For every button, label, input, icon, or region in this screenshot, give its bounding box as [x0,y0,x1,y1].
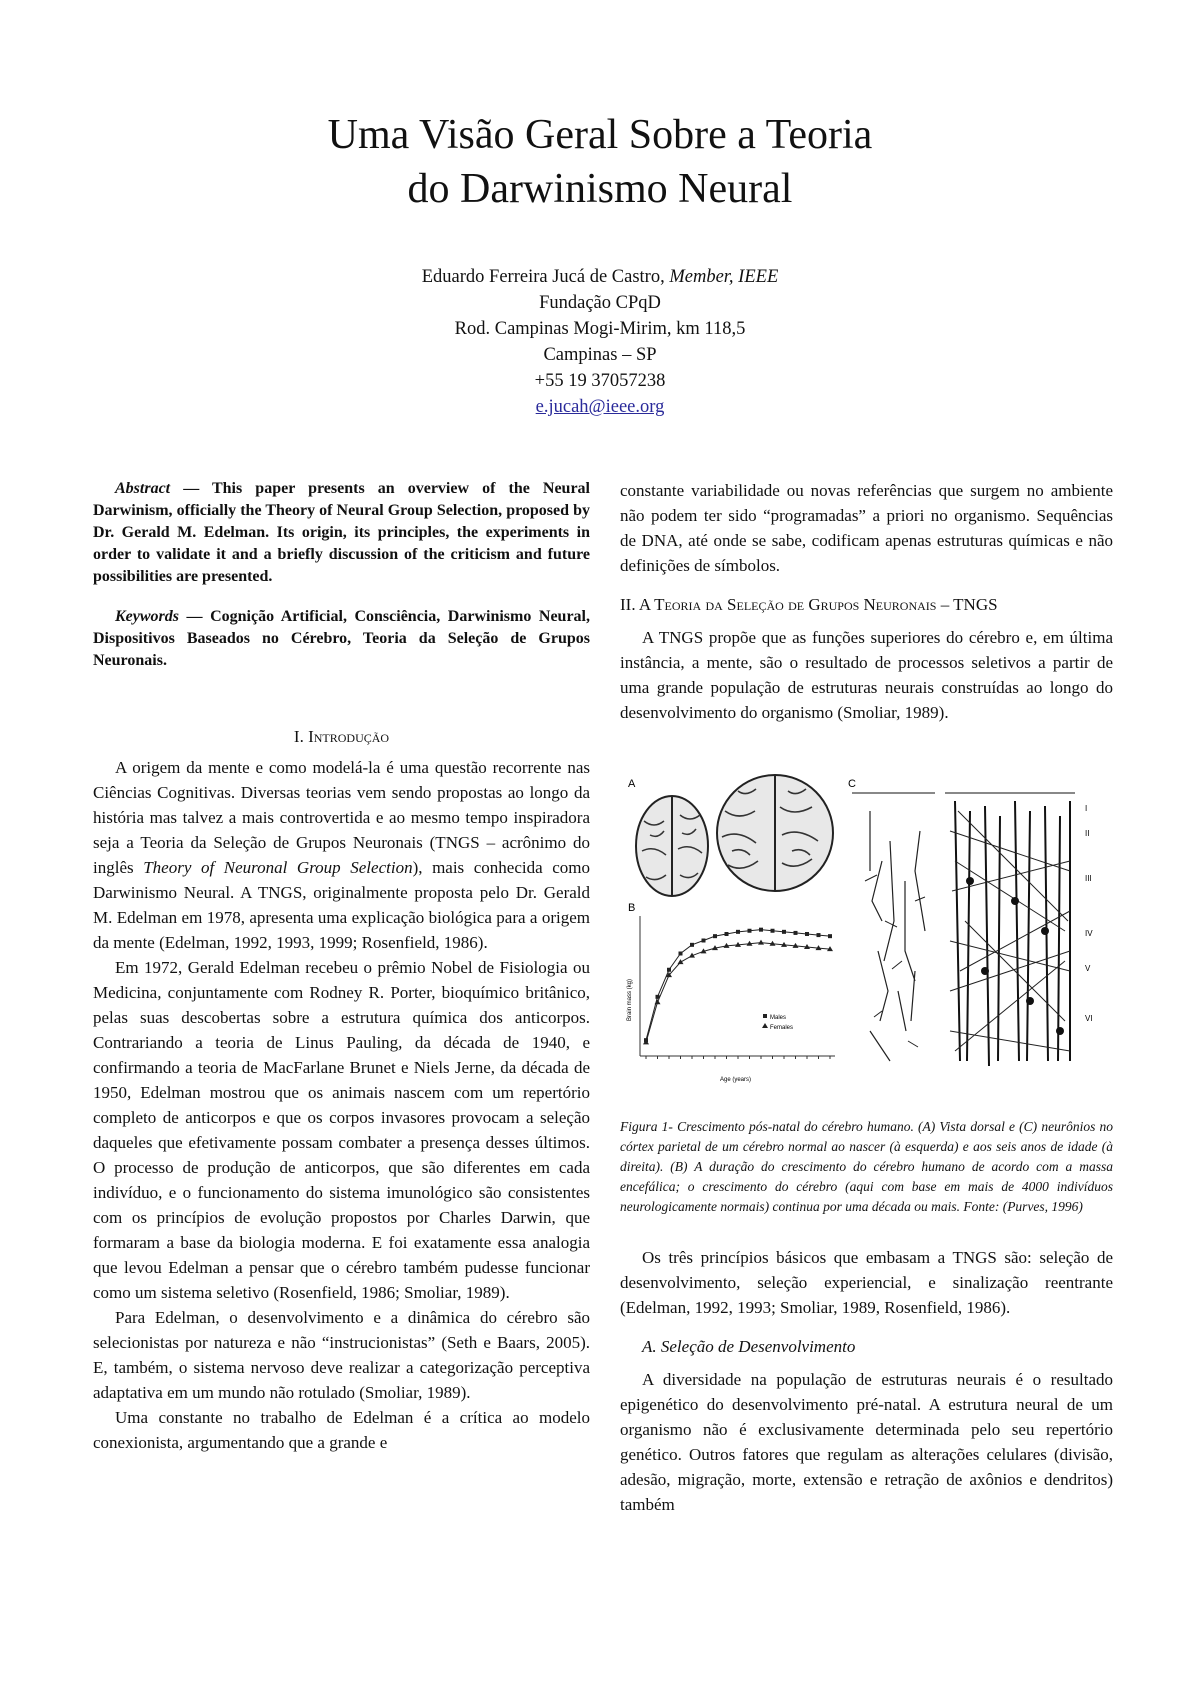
data-point-males [817,933,821,937]
section-2-paragraph-2: Os três princípios básicos que embasam a TNGS são: seleção de desenvolvimento, seleção experiencial, e sinalização reentrante (Edelman, 1992, 1993; Smoliar, 1989, Rosenfield, 1986). [620,1248,1113,1317]
chart-y-label: Brain mass (kg) [627,978,633,1021]
section-2-heading: II. A Teoria da Seleção de Grupos Neuronais – TNGS [620,595,998,614]
data-point-females [678,959,684,964]
data-point-males [771,929,775,933]
subsection-a-heading: A. Seleção de Desenvolvimento [642,1337,856,1356]
section-1-paragraph-2: Em 1972, Gerald Edelman recebeu o prêmio Nobel de Fisiologia ou Medicina, conjuntamente com Rodney R. Porter, bioquímico britânico, pelas suas descobertas sobre a estrutura química dos anticorpos. Contrariando a teoria de Linus Pauling, da década de 1940, e confirmando a teoria de MacFarlane Brunet e Niels Jerne, da década de 1950, Edelman mostrou que os animais nascem com um repertório completo de anticorpos e que os corpos invasores provocam a seleção daqueles que efetivamente possam combater a presença desses últimos. O processo de produção de anticorpos, que são diferentes em cada indivíduo, e o funcionamento do sistema imunológico são consistentes com os princípios de evolução propostos por Charles Darwin, que formaram a base da biologia moderna. E foi exatamente essa analogia que levou Edelman a pensar que o cérebro também pudesse funcionar como um sistema seletivo (Rosenfield, 1986; Smoliar, 1989). [93,958,590,1302]
figure-1 [620,771,1113,1109]
data-point-females [758,940,764,945]
legend-females: Females [770,1025,794,1031]
author-name: Eduardo Ferreira Jucá de Castro, [421,267,665,287]
keywords-text: — Cognição Artificial, Consciência, Darwinismo Neural, Dispositivos Baseados no Cérebro, Teoria da Seleção de Grupos Neuronais. [93,608,590,669]
data-point-females [643,1039,649,1044]
title-line-2: do Darwinismo Neural [407,166,793,212]
author-role: Member, IEEE [669,267,779,287]
data-point-males [736,930,740,934]
data-point-males [805,932,809,936]
p1-part-b: ), mais conhecida como Darwinismo Neural. A TNGS, originalmente proposta pelo Dr. Gerald M. Edelman em 1978, apresenta uma explicação biológica para a origem da mente (Edelman, 1992, 1993, 1999; Rosenfield, 1986). [93,858,591,952]
panel-b-label: B [628,902,636,914]
author-email-link[interactable]: e.jucah@ieee.org [535,397,665,417]
brain-six-years-image [717,775,833,891]
legend-males: Males [770,1015,787,1021]
keywords [93,606,590,672]
abstract-text: — This paper presents an overview of the Neural Darwinism, officially the Theory of Neural Group Selection, proposed by Dr. Gerald M. Edelman. Its origin, its principles, the experiments in order to validate it and a briefly discussion of the criticism and future possibilities are presented. [93,480,591,585]
author-phone: +55 19 37057238 [534,371,666,391]
p1-part-a: A origem da mente e como modelá-la é uma questão recorrente nas Ciências Cognitivas. Diversas teorias vem sendo propostas ao longo da história mas talvez a mais controvertida e ao mesmo tempo inspiradora seja a Teoria da Seleção de Grupos Neuronais (TNGS – acrônimo do inglês [93,758,590,877]
chart-x-label: Age (years) [720,1077,752,1083]
data-point-males [828,934,832,938]
panel-a-label: A [628,778,636,790]
neurons-newborn-image [852,793,935,1061]
section-1-heading: I. Introdução [293,727,390,746]
data-point-males [794,931,798,935]
title-line-1: Uma Visão Geral Sobre a Teoria [327,112,873,158]
figure-1-graphic [620,771,1113,1109]
data-point-males [748,929,752,933]
layer-label-2: II [1085,829,1090,838]
data-point-males [759,928,763,932]
abstract [93,478,590,588]
keywords-label: Keywords [115,608,179,625]
panel-c-label: C [848,778,856,790]
abstract-label: Abstract [115,480,171,497]
paper-title [0,108,1200,216]
data-point-males [679,952,683,956]
layer-label-4: IV [1085,929,1093,938]
author-city: Campinas – SP [543,345,657,365]
p1-italic-term: Theory of Neuronal Group Selection [143,858,413,877]
neurons-six-years-image [945,793,1075,1066]
section-1-paragraph-1 [93,755,590,955]
legend-marker-males [763,1014,767,1018]
section-2-paragraph-1: A TNGS propõe que as funções superiores do cérebro e, em última instância, a mente, são o resultado de processos seletivos a partir de uma grande população de estruturas neurais construídas ao longo do desenvolvimento do organismo (Smoliar, 1989). [620,628,1113,722]
layer-label-3: III [1085,874,1092,883]
data-point-males [667,968,671,972]
section-1-paragraph-3: Para Edelman, o desenvolvimento e a dinâmica do cérebro são selecionistas por natureza e não “instrucionistas” (Seth e Baars, 2005). E, também, o sistema nervoso deve realizar a categorização perceptiva adaptativa em um mundo não rotulado (Smoliar, 1989). [93,1308,590,1402]
author-line [0,264,1200,290]
layer-label-6: VI [1085,1014,1093,1023]
right-column [620,478,1113,1517]
data-point-males [702,939,706,943]
legend-marker-females [762,1023,768,1028]
growth-chart [627,916,835,1083]
layer-label-5: V [1085,964,1091,973]
figure-1-caption: Figura 1- Crescimento pós-natal do cérebro humano. (A) Vista dorsal e (C) neurônios no córtex parietal de um cérebro normal ao nascer (à esquerda) e aos seis anos de idade (à direita). (B) A duração do crescimento do cérebro humano de acordo com a massa encefálica; o crescimento do cérebro (aqui com base em mais de 4000 indivíduos neurologicamente normais) continua por uma década ou mais. Fonte: (Purves, 1996) [620,1119,1113,1214]
layer-label-1: I [1085,804,1088,813]
data-point-males [782,930,786,934]
author-org: Fundação CPqD [539,293,661,313]
data-point-males [725,932,729,936]
data-point-males [713,934,717,938]
author-address: Rod. Campinas Mogi-Mirim, km 118,5 [454,319,746,339]
data-point-females [655,999,661,1004]
section-1-paragraph-4: Uma constante no trabalho de Edelman é a crítica ao modelo conexionista, argumentando que a grande e [93,1408,590,1452]
cortical-layer-labels [1085,804,1093,1023]
continued-paragraph: constante variabilidade ou novas referências que surgem no ambiente não podem ter sido “programadas” a priori no organismo. Sequências de DNA, até onde se sabe, codificam apenas estruturas químicas e não definições de símbolos. [620,481,1113,575]
author-block [0,264,1200,420]
data-point-males [690,943,694,947]
subsection-a-paragraph-1: A diversidade na população de estruturas neurais é o resultado epigenético do desenvolvimento pré-natal. A estrutura neural de um organismo não é exclusivamente determinada pelo seu repertório genético. Outros fatores que regulam as alterações celulares (divisão, adesão, migração, morte, extensão e retração de axônios e dendritos) também [620,1370,1113,1514]
left-column [93,478,590,1455]
series-line-females [646,943,830,1043]
brain-newborn-image [636,796,708,896]
